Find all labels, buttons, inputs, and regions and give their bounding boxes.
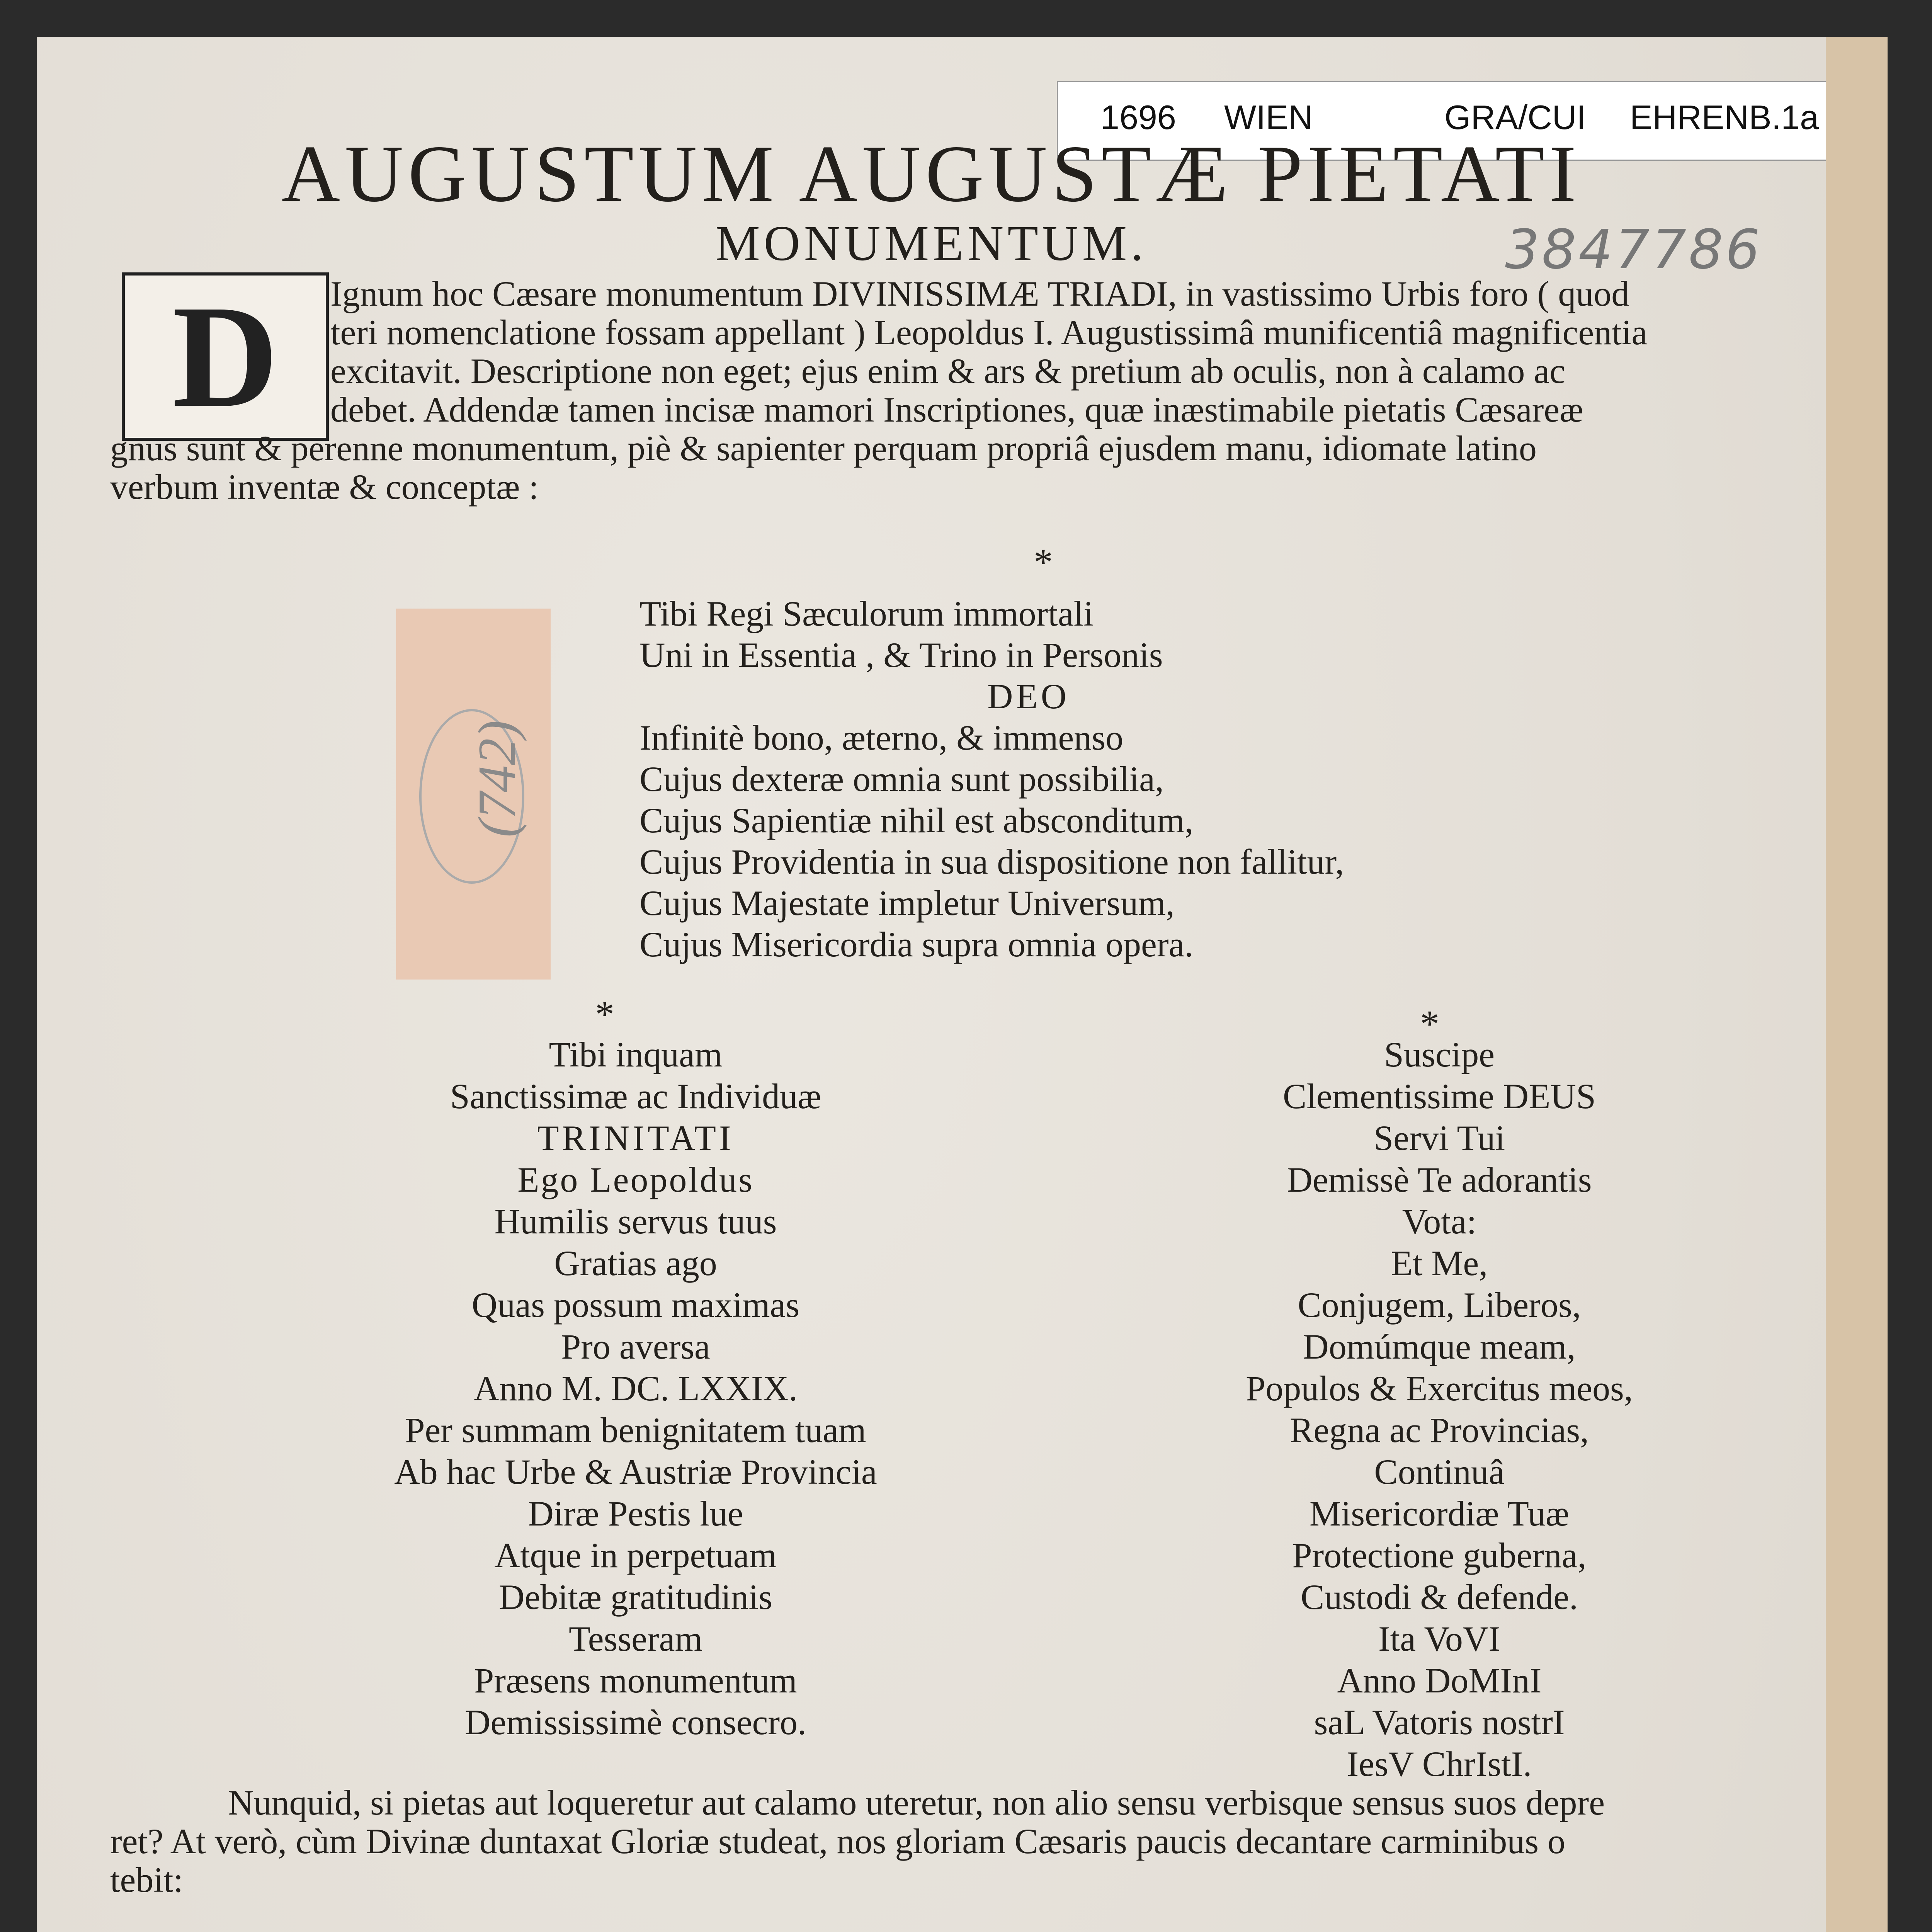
dedication-line: Infinitè bono, æterno, & immenso (639, 718, 1124, 757)
decorated-initial-letter: D (172, 275, 279, 438)
dedication-block (639, 593, 1344, 965)
left-column (307, 1034, 964, 1743)
right-column-line: Continuâ (1374, 1452, 1505, 1492)
pencil-inventory-number: 3847786 (1505, 218, 1762, 281)
paragraph-line: ret? At verò, cùm Divinæ duntaxat Gloriæ studeat, nos gloriam Cæsaris paucis decantare carminibus o (110, 1821, 1566, 1861)
left-column-line: Per summam benignitatem tuam (405, 1410, 866, 1450)
dedication-line: Cujus Misericordia supra omnia opera. (639, 925, 1194, 964)
right-column-line: Demissè Te adorantis (1287, 1160, 1592, 1199)
left-column-line: Tibi inquam (549, 1035, 723, 1074)
attached-paper-slip (396, 609, 551, 980)
right-column (1150, 1034, 1729, 1785)
left-column-line: Pro aversa (561, 1327, 710, 1366)
paragraph-line: tebit: (110, 1860, 184, 1900)
left-column-line: Quas possum maximas (471, 1285, 800, 1325)
left-column-line: Tesseram (568, 1619, 703, 1658)
left-column-line: Ego Leopoldus (517, 1160, 754, 1199)
decorated-initial (122, 272, 329, 441)
left-column-line: Præsens monumentum (474, 1661, 797, 1700)
dedication-line: Tibi Regi Sæculorum immortali (639, 594, 1094, 633)
catalog-shelfmark: EHRENB.1a (1630, 98, 1819, 136)
intro-line: verbum inventæ & conceptæ : (110, 467, 539, 507)
catalog-city: WIEN (1224, 98, 1313, 136)
page-title: AUGUSTUM AUGUSTÆ PIETATI (281, 129, 1581, 219)
left-column-line: Atque in perpetuam (494, 1536, 777, 1575)
intro-line: gnus sunt & perenne monumentum, piè & sapienter perquam propriâ ejusdem manu, idiomate latino (110, 429, 1537, 468)
right-column-line: Servi Tui (1373, 1118, 1505, 1158)
catalog-collection: GRA/CUI (1444, 98, 1586, 136)
left-column-line: TRINITATI (537, 1118, 734, 1158)
dedication-line: Cujus dexteræ omnia sunt possibilia, (639, 759, 1164, 799)
right-column-line: Protectione guberna, (1292, 1536, 1587, 1575)
dedication-line: Cujus Providentia in sua dispositione non fallitur, (639, 842, 1344, 881)
page-subtitle: MONUMENTUM. (715, 216, 1147, 271)
right-column-line: Ita VoVI (1378, 1619, 1501, 1658)
dedication-line: Uni in Essentia , & Trino in Personis (639, 635, 1163, 675)
right-column-line: Custodi & defende. (1301, 1577, 1578, 1617)
intro-line: debet. Addendæ tamen incisæ mamori Inscriptiones, quæ inæstimabile pietatis Cæsareæ (330, 390, 1583, 429)
dedication-line: Cujus Majestate impletur Universum, (639, 883, 1175, 923)
right-column-line: Misericordiæ Tuæ (1309, 1494, 1570, 1533)
slip-pencil-mark: (742) (467, 720, 527, 838)
right-column-line: IesV ChrIstI. (1347, 1744, 1532, 1784)
left-column-line: Debitæ gratitudinis (499, 1577, 772, 1617)
right-column-line: Domúmque meam, (1303, 1327, 1576, 1366)
right-column-line: saL Vatoris nostrI (1314, 1702, 1565, 1742)
left-column-line: Demississimè consecro. (464, 1702, 807, 1742)
right-column-line: Suscipe (1384, 1035, 1495, 1074)
intro-line: excitavit. Descriptione non eget; ejus enim & ars & pretium ab oculis, non à calamo ac (330, 351, 1566, 391)
left-column-line: Gratias ago (554, 1243, 717, 1283)
right-column-line: Anno DoMInI (1337, 1661, 1542, 1700)
left-column-line: Sanctissimæ ac Individuæ (450, 1077, 821, 1116)
intro-line: Ignum hoc Cæsare monumentum DIVINISSIMÆ TRIADI, in vastissimo Urbis foro ( quod (330, 274, 1629, 313)
asterisk-ornament: * (1034, 541, 1053, 583)
right-column-line: Regna ac Provincias, (1289, 1410, 1589, 1450)
asterisk-ornament: * (1420, 1002, 1439, 1045)
left-column-line: Diræ Pestis lue (528, 1494, 743, 1533)
document-page (37, 37, 1826, 1932)
paragraph-line: Nunquid, si pietas aut loqueretur aut calamo uteretur, non alio sensu verbisque sensus suos depre (228, 1783, 1605, 1822)
right-column-line: Clementissime DEUS (1282, 1077, 1596, 1116)
dedication-line: DEO (987, 677, 1070, 716)
left-column-line: Ab hac Urbe & Austriæ Provincia (394, 1452, 877, 1492)
dedication-line: Cujus Sapientiæ nihil est absconditum, (639, 801, 1194, 840)
mounting-strip (1826, 37, 1888, 1932)
left-column-line: Anno M. DC. LXXIX. (473, 1369, 798, 1408)
right-column-line: Populos & Exercitus meos, (1246, 1369, 1633, 1408)
right-column-line: Vota: (1402, 1202, 1477, 1241)
asterisk-ornament: * (595, 993, 614, 1036)
catalog-year: 1696 (1100, 98, 1176, 136)
right-column-line: Conjugem, Liberos, (1298, 1285, 1581, 1325)
left-column-line: Humilis servus tuus (494, 1202, 777, 1241)
intro-line: teri nomenclatione fossam appellant ) Leopoldus I. Augustissimâ munificentiâ magnificentia (330, 313, 1648, 352)
right-column-line: Et Me, (1391, 1243, 1488, 1283)
